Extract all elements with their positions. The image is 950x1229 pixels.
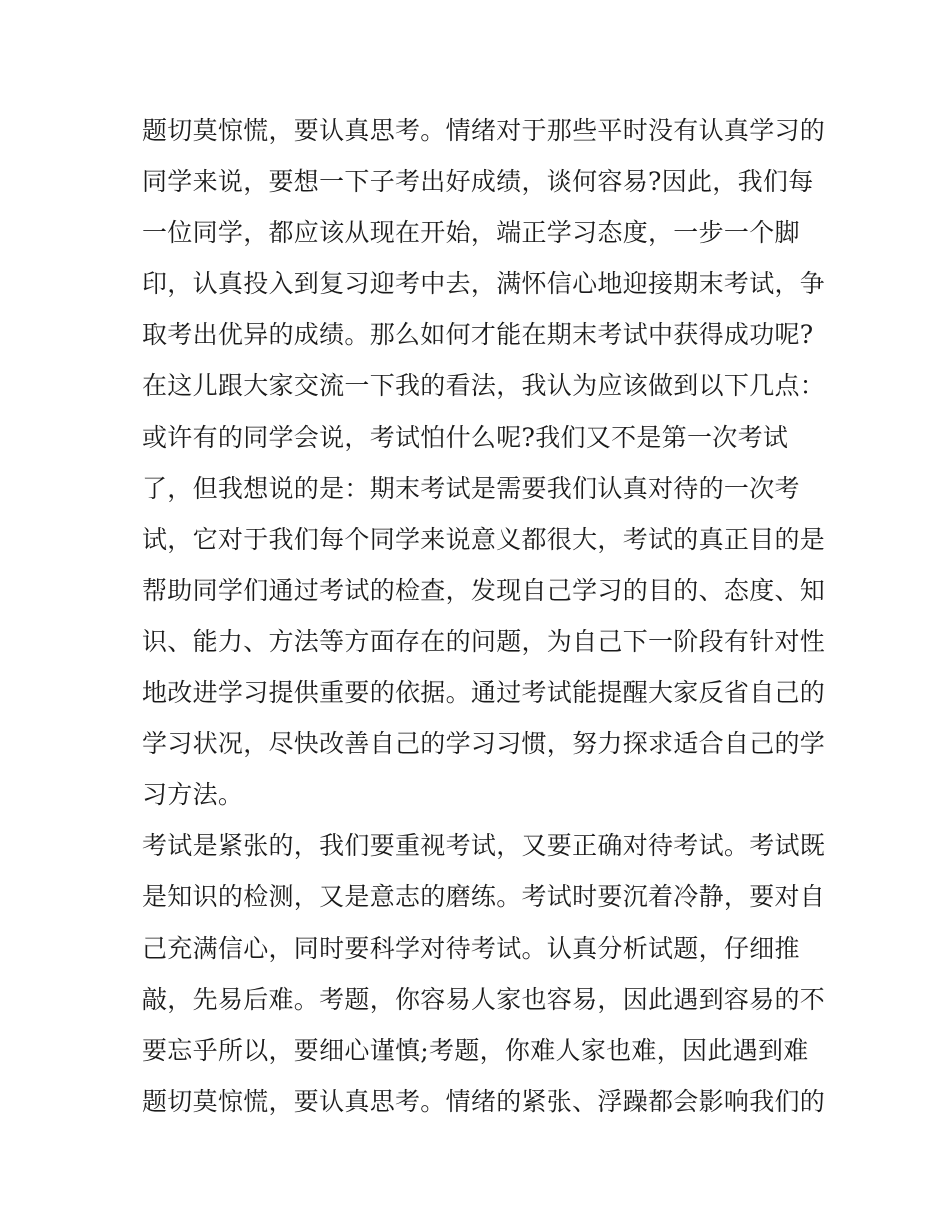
text-line-1: 题切莫惊慌，要认真思考。情绪对于那些平时没有认真学习的: [142, 116, 826, 145]
text-line-20: 题切莫惊慌，要认真思考。情绪的紧张、浮躁都会影响我们的: [142, 1086, 826, 1116]
text-line-11: 识、能力、方法等方面存在的问题，为自己下一阶段有针对性: [142, 626, 826, 656]
text-line-18: 敲，先易后难。考题，你容易人家也容易，因此遇到容易的不: [142, 984, 826, 1014]
text-line-17: 己充满信心，同时要科学对待考试。认真分析试题，仔细推: [142, 933, 800, 963]
text-line-19: 要忘乎所以，要细心谨慎;考题，你难人家也难，因此遇到难: [142, 1035, 809, 1065]
text-line-4: 印，认真投入到复习迎考中去，满怀信心地迎接期末考试，争: [142, 269, 826, 299]
text-line-14: 习方法。: [142, 780, 244, 810]
text-line-6: 在这儿跟大家交流一下我的看法，我认为应该做到以下几点：: [142, 371, 826, 401]
text-line-12: 地改进学习提供重要的依据。通过考试能提醒大家反省自己的: [142, 678, 826, 708]
text-line-16: 是知识的检测，又是意志的磨练。考试时要沉着冷静，要对自: [142, 882, 826, 912]
text-line-8: 了，但我想说的是：期末考试是需要我们认真对待的一次考: [142, 473, 800, 503]
text-line-15: 考试是紧张的，我们要重视考试，又要正确对待考试。考试既: [142, 831, 826, 861]
text-line-7: 或许有的同学会说，考试怕什么呢?我们又不是第一次考试: [142, 422, 789, 452]
text-line-3: 一位同学，都应该从现在开始，端正学习态度，一步一个脚: [142, 218, 800, 248]
text-line-10: 帮助同学们通过考试的检查，发现自己学习的目的、态度、知: [142, 575, 826, 605]
text-line-13: 学习状况，尽快改善自己的学习习惯，努力探求适合自己的学: [142, 729, 826, 759]
text-line-5: 取考出优异的成绩。那么如何才能在期末考试中获得成功呢?: [142, 320, 814, 350]
document-body: [142, 105, 826, 1127]
text-line-9: 试，它对于我们每个同学来说意义都很大，考试的真正目的是: [142, 524, 826, 554]
text-line-2: 同学来说，要想一下子考出好成绩，谈何容易?因此，我们每: [142, 167, 814, 197]
